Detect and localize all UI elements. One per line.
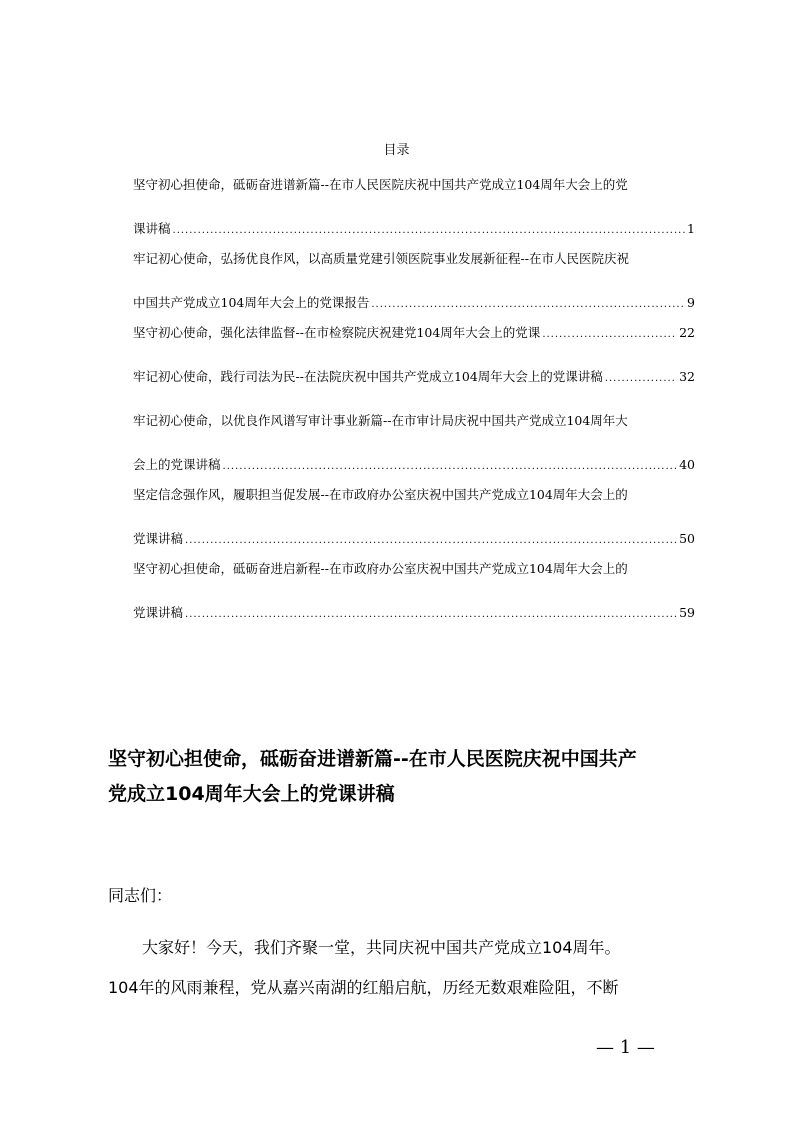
toc-dot-leader — [605, 370, 677, 388]
toc-entry-title: 牢记初心使命，践行司法为民--在法院庆祝中国共产党成立104周年大会上的党课讲稿 — [133, 369, 603, 384]
toc-entry-title-continued: 中国共产党成立104周年大会上的党课报告 — [133, 295, 370, 310]
toc-page-number: 9 — [687, 295, 695, 310]
toc-entry-4[interactable] — [133, 366, 695, 388]
article-title-line: 坚守初心担使命，砥砺奋进谱新篇--在市人民医院庆祝中国共产 — [108, 748, 637, 770]
toc-entry-title: 坚守初心担使命，砥砺奋进谱新篇--在市人民医院庆祝中国共产党成立104周年大会上的党 — [133, 177, 628, 192]
toc-dot-leader — [223, 458, 678, 476]
toc-entry-3[interactable] — [133, 322, 695, 344]
article-title-line: 党成立104周年大会上的党课讲稿 — [108, 783, 395, 805]
body-paragraph — [108, 928, 696, 1008]
toc-dot-leader — [185, 532, 677, 550]
toc-entry-title: 牢记初心使命，弘扬优良作风，以高质量党建引领医院事业发展新征程--在市人民医院庆祝 — [133, 251, 629, 266]
toc-page-number: 1 — [687, 221, 695, 236]
toc-entry-2[interactable] — [133, 248, 695, 314]
toc-entry-title-continued: 课讲稿 — [133, 221, 171, 236]
toc-page-number: 32 — [679, 369, 695, 384]
paragraph-line: 大家好！今天，我们齐聚一堂，共同庆祝中国共产党成立104周年。 — [142, 938, 621, 957]
toc-page-number: 59 — [679, 605, 695, 620]
toc-entry-title-continued: 党课讲稿 — [133, 531, 184, 546]
toc-entry-title: 坚定信念强作风，履职担当促发展--在市政府办公室庆祝中国共产党成立104周年大会上的 — [133, 487, 628, 502]
toc-page-number: 22 — [679, 325, 695, 340]
toc-dot-leader — [371, 296, 685, 314]
paragraph-line: 104年的风雨兼程，党从嘉兴南湖的红船启航，历经无数艰难险阻，不断 — [108, 978, 619, 997]
toc-page-number: 50 — [679, 531, 695, 546]
toc-heading: 目录 — [383, 143, 410, 158]
toc-entry-7[interactable] — [133, 558, 695, 624]
page-number-footer: — 1 — — [596, 1037, 655, 1058]
salutation: 同志们： — [108, 886, 173, 905]
toc-entry-5[interactable] — [133, 410, 695, 476]
toc-page-number: 40 — [679, 457, 695, 472]
toc-entry-title: 坚守初心担使命，砥砺奋进启新程--在市政府办公室庆祝中国共产党成立104周年大会上的 — [133, 561, 628, 576]
toc-entry-title-continued: 党课讲稿 — [133, 605, 184, 620]
toc-dot-leader — [173, 222, 686, 240]
table-of-contents — [133, 174, 695, 632]
toc-entry-title: 坚守初心使命，强化法律监督--在市检察院庆祝建党104周年大会上的党课 — [133, 325, 541, 340]
toc-dot-leader — [185, 606, 677, 624]
toc-entry-1[interactable] — [133, 174, 695, 240]
toc-entry-title-continued: 会上的党课讲稿 — [133, 457, 221, 472]
toc-entry-6[interactable] — [133, 484, 695, 550]
article-title — [108, 742, 698, 812]
toc-dot-leader — [542, 326, 677, 344]
toc-entry-title: 牢记初心使命，以优良作风谱写审计事业新篇--在市审计局庆祝中国共产党成立104周年大 — [133, 413, 628, 428]
